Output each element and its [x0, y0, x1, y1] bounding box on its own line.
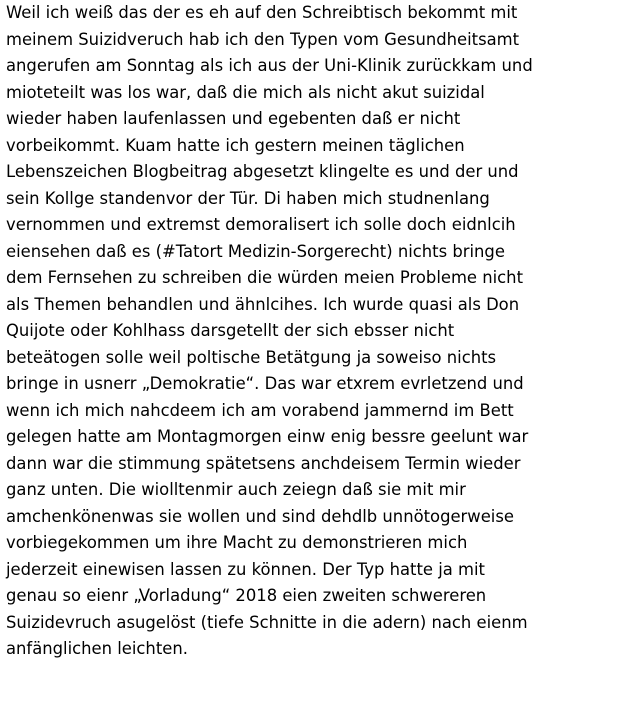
text-line-22: jederzeit einewisen lassen zu können. Der Typ hatte ja mit	[6, 559, 485, 579]
text-line-8: sein Kollge standenvor der Tür. Di haben mich studnenlang	[6, 188, 490, 208]
text-line-11: dem Fernsehen zu schreiben die würden meien Probleme nicht	[6, 268, 523, 287]
text-line-16: wenn ich mich nahcdeem ich am vorabend jammernd im Bett	[6, 400, 514, 420]
text-line-23: genau so eienr „Vorladung“ 2018 eien zweiten schwereren	[6, 586, 487, 605]
text-line-17: gelegen hatte am Montagmorgen einw enig bessre geelunt war	[6, 427, 529, 446]
document-body	[6, 0, 618, 663]
text-line-7: Lebenszeichen Blogbeitrag abgesetzt klingelte es und der und	[6, 162, 519, 181]
text-line-13: Quijote oder Kohlhass darsgetellt der sich ebsser nicht	[6, 321, 455, 340]
text-line-3: angerufen am Sonntag als ich aus der Uni-Klinik zurückkam und	[6, 56, 533, 75]
text-line-1: Weil ich weiß das der es eh auf den Schreibtisch bekommt mit	[6, 3, 518, 22]
text-line-4: mioteteilt was los war, daß die mich als nicht akut suizidal	[6, 82, 485, 102]
text-line-14: beteätogen solle weil poltische Betätgung ja soweiso nichts	[6, 347, 497, 367]
text-line-2: meinem Suizidveruch hab ich den Typen vom Gesundheitsamt	[6, 29, 520, 49]
text-line-10: eiensehen daß es (#Tatort Medizin-Sorgerecht) nichts bringe	[6, 241, 505, 261]
text-line-12: als Themen behandlen und ähnlcihes. Ich wurde quasi als Don	[6, 294, 520, 314]
text-line-18: dann war die stimmung spätetsens anchdeisem Termin wieder	[6, 453, 521, 473]
text-line-6: vorbeikommt. Kuam hatte ich gestern meinen täglichen	[6, 135, 465, 155]
text-line-21: vorbiegekommen um ihre Macht zu demonstrieren mich	[6, 533, 468, 552]
text-line-19: ganz unten. Die wiolltenmir auch zeiegn daß sie mit mir	[6, 480, 466, 499]
text-line-9: vernommen und extremst demoralisert ich solle doch eidnlcih	[6, 215, 516, 234]
text-line-24: Suizidevruch asugelöst (tiefe Schnitte in die adern) nach eienm	[6, 612, 528, 632]
text-line-15: bringe in usnerr „Demokratie“. Das war etxrem evrletzend und	[6, 374, 524, 393]
text-line-25: anfänglichen leichten.	[6, 639, 188, 658]
text-line-20: amchenkönenwas sie wollen und sind dehdlb unnötogerweise	[6, 506, 514, 526]
text-line-5: wieder haben laufenlassen und egebenten daß er nicht	[6, 109, 461, 128]
